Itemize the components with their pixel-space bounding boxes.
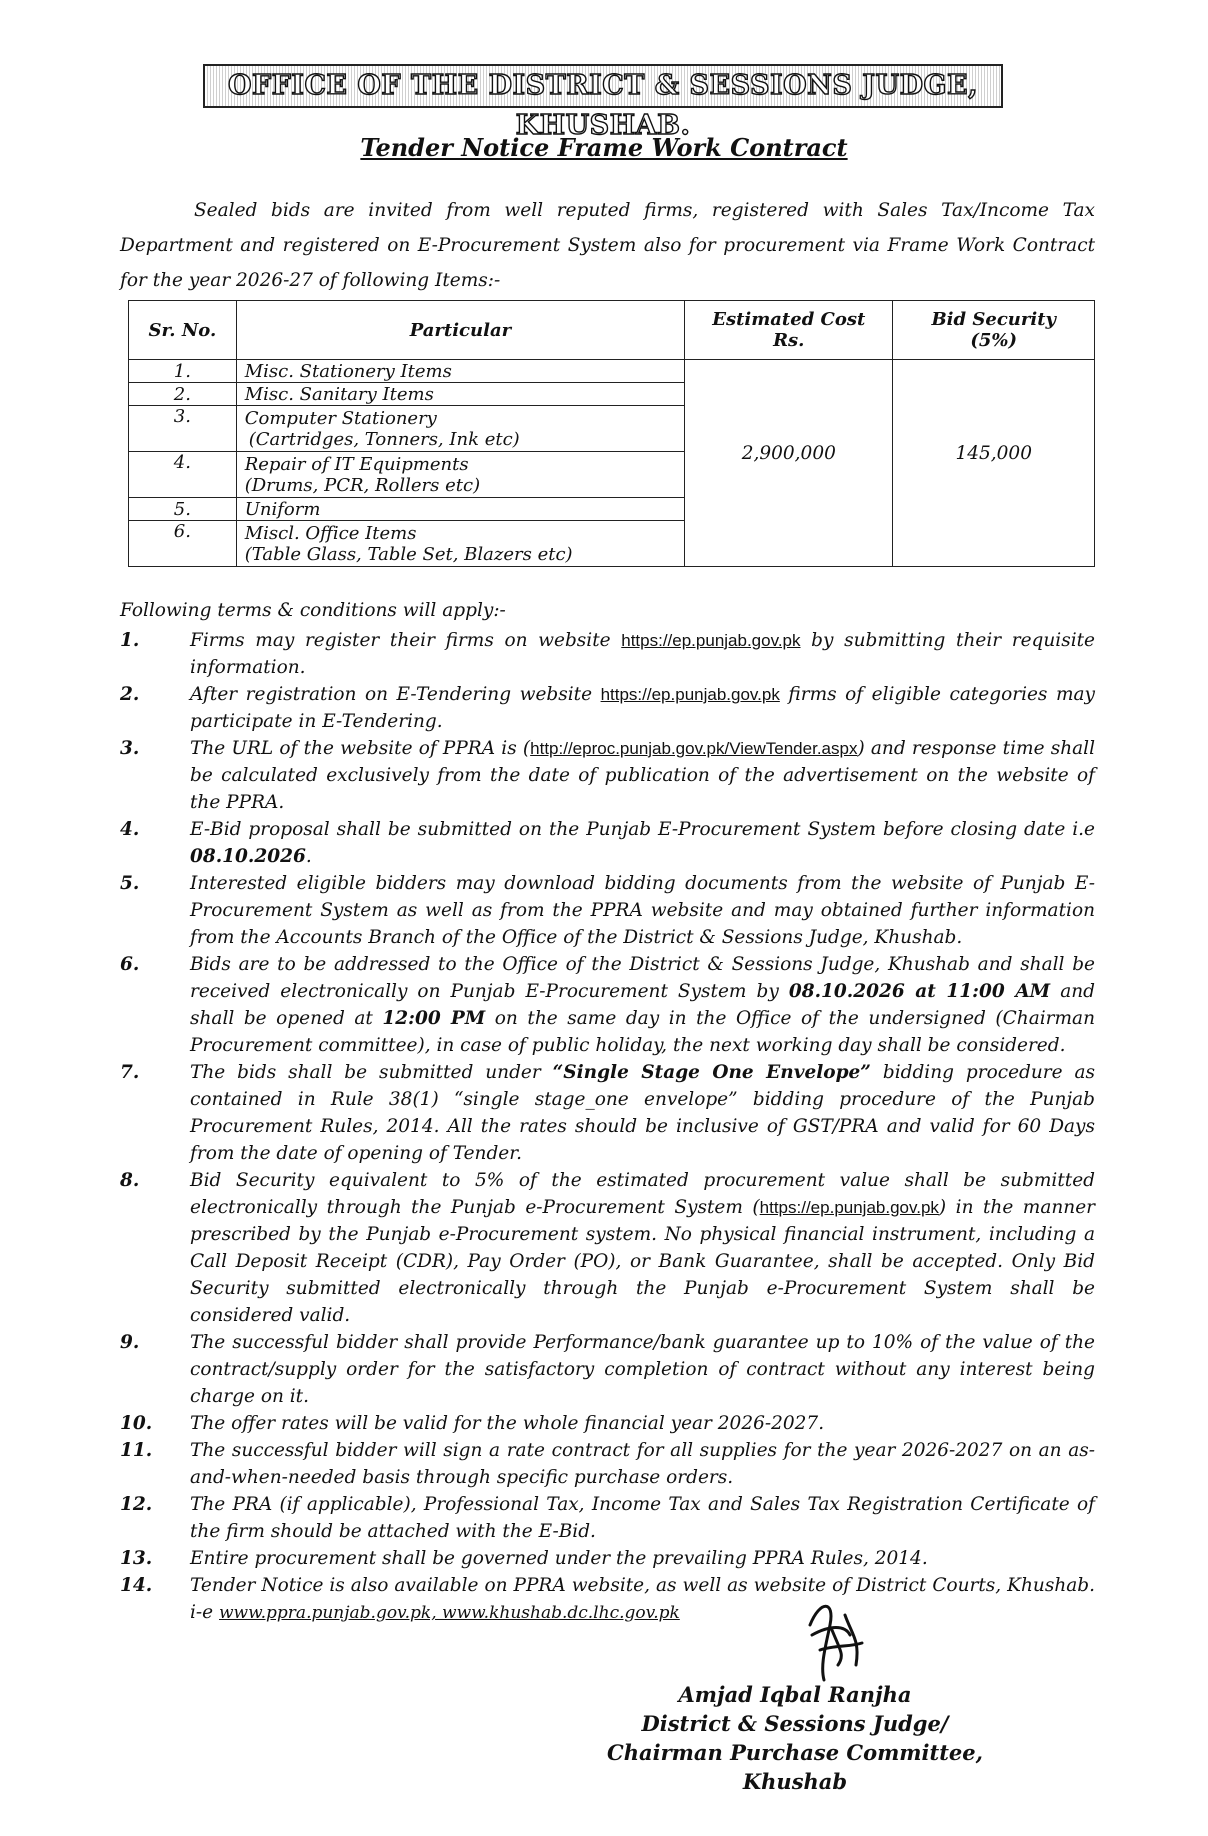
website-links[interactable]: www.ppra.punjab.gov.pk, www.khushab.dc.lhc.gov.pk bbox=[219, 1603, 680, 1623]
intro-paragraph bbox=[120, 193, 1095, 298]
table-row bbox=[129, 360, 1095, 383]
row-sr: 4. bbox=[129, 452, 237, 498]
term-text: Interested eligible bidders may download bidding documents from the website of Punjab E-Procurement System as well as from the PPRA website and may obtained further information from the Accounts Branch of the Office of the District & Sessions Judge, Khushab. bbox=[190, 873, 1095, 948]
term-text: by submitting their requisite information. bbox=[190, 630, 1095, 678]
intro-line-2: Department and registered on E-Procurement System also for procurement via Frame Work Contract bbox=[120, 235, 1095, 256]
header-sr-no: Sr. No. bbox=[129, 301, 237, 360]
term-text: ) and response time shall be calculated exclusively from the date of publication of the advertisement on the website of the PPRA. bbox=[190, 738, 1096, 813]
header-cost-line-1: Estimated Cost bbox=[712, 309, 866, 330]
row-item-detail: (Table Glass, Table Set, Blazers etc) bbox=[244, 543, 573, 565]
term-text: The successful bidder shall provide Performance/bank guarantee up to 10% of the value of the contract/supply order for the satisfactory completion of contract without any interest being charge on it. bbox=[190, 1332, 1095, 1407]
signatory-place: Khushab bbox=[742, 1769, 848, 1794]
term-item bbox=[120, 1545, 1095, 1572]
website-link[interactable]: https://ep.punjab.gov.pk bbox=[621, 631, 801, 650]
term-number: 5. bbox=[120, 873, 140, 894]
term-item bbox=[120, 735, 1095, 816]
row-sr: 2. bbox=[129, 383, 237, 406]
term-number: 4. bbox=[120, 819, 140, 840]
row-item: Uniform bbox=[236, 498, 684, 521]
term-text: E-Bid proposal shall be submitted on the Punjab E-Procurement System before closing date i.e bbox=[190, 819, 1095, 840]
term-text: Bids are to be addressed to the Office of the District & Sessions Judge, Khushab and shall be received electronically on Punjab E-Procurement System by bbox=[190, 954, 1095, 1002]
term-number: 3. bbox=[120, 738, 140, 759]
term-item bbox=[120, 1491, 1095, 1545]
items-table-header bbox=[129, 301, 1095, 360]
header-cost-line-2: Rs. bbox=[773, 330, 805, 351]
term-number: 2. bbox=[120, 684, 140, 705]
submission-deadline: 08.10.2026 at 11:00 AM bbox=[788, 981, 1051, 1002]
term-item bbox=[120, 681, 1095, 735]
estimated-cost-value: 2,900,000 bbox=[685, 360, 893, 567]
signatory-name: Amjad Iqbal Ranjha bbox=[678, 1682, 912, 1707]
term-item bbox=[120, 627, 1095, 681]
term-text: The successful bidder will sign a rate contract for all supplies for the year 2026-2027 on an as-and-when-needed basis through specific purchase orders. bbox=[190, 1440, 1095, 1488]
notice-title: Tender Notice Frame Work Contract bbox=[360, 133, 848, 162]
terms-list bbox=[120, 627, 1095, 1627]
row-sr: 6. bbox=[129, 521, 237, 567]
term-text: The bids shall be submitted under bbox=[190, 1062, 553, 1083]
term-item bbox=[120, 1167, 1095, 1329]
term-item bbox=[120, 1059, 1095, 1167]
term-text: and shall be opened at bbox=[190, 981, 1095, 1029]
term-text: on the same day in the Office of the undersigned (Chairman Procurement committee), in case of public holiday, the next working day shall be considered. bbox=[190, 1008, 1095, 1056]
row-item bbox=[236, 452, 684, 498]
opening-time: 12:00 PM bbox=[382, 1008, 486, 1029]
signatory-designation-2: Chairman Purchase Committee, bbox=[607, 1740, 983, 1765]
term-number: 13. bbox=[120, 1548, 153, 1569]
header-estimated-cost bbox=[685, 301, 893, 360]
row-sr: 3. bbox=[129, 406, 237, 452]
header-bid-line-1: Bid Security bbox=[931, 309, 1056, 330]
row-item-detail: (Cartridges, Tonners, Ink etc) bbox=[248, 428, 520, 450]
term-item bbox=[120, 951, 1095, 1059]
term-number: 8. bbox=[120, 1170, 140, 1191]
term-number: 6. bbox=[120, 954, 140, 975]
terms-heading: Following terms & conditions will apply:- bbox=[120, 600, 506, 621]
intro-line-3: for the year 2026-27 of following Items:- bbox=[120, 270, 501, 291]
term-text: . bbox=[305, 846, 312, 867]
office-title: OFFICE OF THE DISTRICT & SESSIONS JUDGE, KHUSHAB. bbox=[203, 64, 1003, 108]
term-text: bidding procedure as contained in Rule 38(1) “single stage_one envelope” bidding procedure of the Punjab Procurement Rules, 2014. All the rates should be inclusive of GST/PRA and valid for 60 Days from the date of opening of Tender. bbox=[190, 1062, 1095, 1164]
row-item: Misc. Stationery Items bbox=[236, 360, 684, 383]
closing-date: 08.10.2026 bbox=[190, 846, 306, 867]
term-text: The offer rates will be valid for the whole financial year 2026-2027. bbox=[190, 1413, 825, 1434]
term-text: Firms may register their firms on website bbox=[190, 630, 622, 651]
row-sr: 1. bbox=[129, 360, 237, 383]
website-link[interactable]: https://ep.punjab.gov.pk bbox=[600, 685, 780, 704]
term-number: 1. bbox=[120, 630, 140, 651]
term-text: The PRA (if applicable), Professional Tax, Income Tax and Sales Tax Registration Certificate of the firm should be attached with the E-Bid. bbox=[190, 1494, 1095, 1542]
term-text: firms of eligible categories may participate in E-Tendering. bbox=[190, 684, 1095, 732]
term-text: Tender Notice is also available on PPRA website, as well as website of District Courts, Khushab. i-e bbox=[190, 1575, 1095, 1623]
header-bid-security bbox=[893, 301, 1095, 360]
row-item-name: Miscl. Office Items bbox=[244, 522, 417, 544]
intro-line-1: Sealed bids are invited from well reputed firms, registered with Sales Tax/Income Tax bbox=[194, 200, 1095, 221]
signatory-designation-1: District & Sessions Judge/ bbox=[641, 1711, 949, 1736]
term-number: 14. bbox=[120, 1575, 153, 1596]
term-text: The URL of the website of PPRA is ( bbox=[190, 738, 531, 759]
term-text: ) in the manner prescribed by the Punjab e-Procurement system. No physical financial instrument, including a Call Deposit Receipt (CDR), Pay Order (PO), or Bank Guarantee, shall be accepted. Only Bid Security submitted electronically through the Punjab e-Procurement System shall be considered valid. bbox=[190, 1197, 1095, 1326]
row-sr: 5. bbox=[129, 498, 237, 521]
procedure-name: “Single Stage One Envelope” bbox=[552, 1062, 871, 1083]
row-item: Misc. Sanitary Items bbox=[236, 383, 684, 406]
term-item bbox=[120, 1329, 1095, 1410]
handwritten-signature bbox=[790, 1595, 870, 1685]
row-item bbox=[236, 521, 684, 567]
website-link[interactable]: https://ep.punjab.gov.pk bbox=[759, 1198, 939, 1217]
header-bid-line-2: (5%) bbox=[970, 330, 1018, 351]
term-number: 12. bbox=[120, 1494, 153, 1515]
row-item bbox=[236, 406, 684, 452]
term-text: Entire procurement shall be governed under the prevailing PPRA Rules, 2014. bbox=[190, 1548, 928, 1569]
row-item-detail: (Drums, PCR, Rollers etc) bbox=[244, 474, 481, 496]
signature-block bbox=[560, 1680, 1030, 1796]
bid-security-value: 145,000 bbox=[893, 360, 1095, 567]
row-item-name: Computer Stationery bbox=[244, 407, 437, 429]
term-item bbox=[120, 1572, 1095, 1627]
term-item bbox=[120, 1410, 1095, 1437]
ppra-link[interactable]: http://eproc.punjab.gov.pk/ViewTender.aspx bbox=[530, 739, 858, 758]
term-text: Bid Security equivalent to 5% of the estimated procurement value shall be submitted electronically through the Punjab e-Procurement System ( bbox=[190, 1170, 1095, 1218]
term-number: 9. bbox=[120, 1332, 140, 1353]
term-number: 10. bbox=[120, 1413, 153, 1434]
term-item bbox=[120, 816, 1095, 870]
term-item bbox=[120, 870, 1095, 951]
items-table bbox=[128, 300, 1095, 567]
term-number: 11. bbox=[120, 1440, 153, 1461]
term-number: 7. bbox=[120, 1062, 140, 1083]
term-text: After registration on E-Tendering website bbox=[190, 684, 601, 705]
term-item bbox=[120, 1437, 1095, 1491]
header-particular: Particular bbox=[236, 301, 684, 360]
row-item-name: Repair of IT Equipments bbox=[244, 453, 469, 475]
